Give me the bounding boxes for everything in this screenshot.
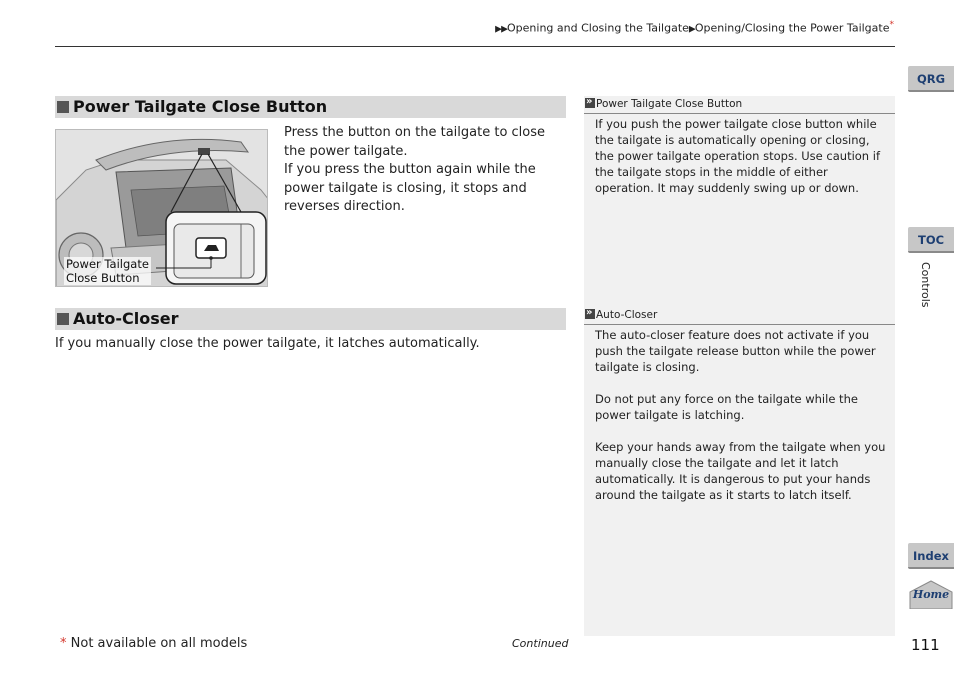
chapter-label-text: Controls xyxy=(919,262,932,308)
chapter-label xyxy=(918,262,930,322)
breadcrumb-asterisk: * xyxy=(889,20,894,30)
notes-sidebar xyxy=(584,96,895,636)
note-reference-icon xyxy=(585,309,595,319)
breadcrumb-link-tailgate[interactable]: Opening and Closing the Tailgate xyxy=(507,21,689,35)
auto-closer-text: If you manually close the power tailgate, it latches automatically. xyxy=(55,336,480,351)
continued-label: Continued xyxy=(512,637,569,650)
home-button[interactable] xyxy=(908,580,954,609)
breadcrumb xyxy=(495,20,894,35)
breadcrumb-current[interactable]: Opening/Closing the Power Tailgate xyxy=(694,21,890,35)
note-paragraph: Do not put any force on the tailgate while the power tailgate is latching. xyxy=(595,392,858,422)
section-title: Auto-Closer xyxy=(73,309,179,328)
section-header-close-button xyxy=(55,96,566,118)
note-text-auto-closer xyxy=(595,327,887,503)
section-square-icon xyxy=(57,101,69,113)
footnote-asterisk: * xyxy=(60,636,67,651)
callout-line-1: Power Tailgate xyxy=(66,257,149,271)
paragraph-reverse: If you press the button again while the power tailgate is closing, it stops and reverses direction. xyxy=(284,162,536,214)
note-heading-text: Auto-Closer xyxy=(596,309,658,321)
index-tab[interactable]: Index xyxy=(908,543,954,569)
figure-callout-label xyxy=(64,257,151,285)
section-title: Power Tailgate Close Button xyxy=(73,97,328,116)
section-header-auto-closer xyxy=(55,308,566,330)
note-heading-text: Power Tailgate Close Button xyxy=(596,98,743,110)
paragraph-press: Press the button on the tailgate to close the power tailgate. xyxy=(284,125,546,159)
arrow-icon: ▶ xyxy=(688,24,695,35)
home-label: Home xyxy=(912,588,950,601)
note-paragraph: The auto-closer feature does not activate if you push the tailgate release button while the power tailgate is closing. xyxy=(595,328,876,374)
qrg-tab[interactable]: QRG xyxy=(908,66,954,92)
note-text-close-button: If you push the power tailgate close button while the tailgate is automatically opening or closing, the power tailgate operation stops. Use caution if the tailgate stops in the middle of either operation. It may suddenly swing up or down. xyxy=(595,117,880,195)
footnote xyxy=(60,636,247,651)
close-button-instructions xyxy=(284,124,566,217)
tailgate-illustration xyxy=(55,129,268,287)
page-number: 111 xyxy=(911,636,940,654)
toc-tab[interactable]: TOC xyxy=(908,227,954,253)
double-arrow-icon: ▶▶ xyxy=(495,24,508,35)
note-heading-close-button[interactable] xyxy=(584,96,895,114)
note-reference-icon xyxy=(585,98,595,108)
footnote-text: Not available on all models xyxy=(70,636,248,651)
section-square-icon xyxy=(57,313,69,325)
note-heading-auto-closer[interactable] xyxy=(584,307,895,325)
callout-line-2: Close Button xyxy=(66,271,140,285)
note-paragraph: Keep your hands away from the tailgate when you manually close the tailgate and let it latch automatically. It is dangerous to put your hands around the tailgate as it starts to latch itself. xyxy=(595,440,886,502)
header-divider xyxy=(55,46,895,47)
